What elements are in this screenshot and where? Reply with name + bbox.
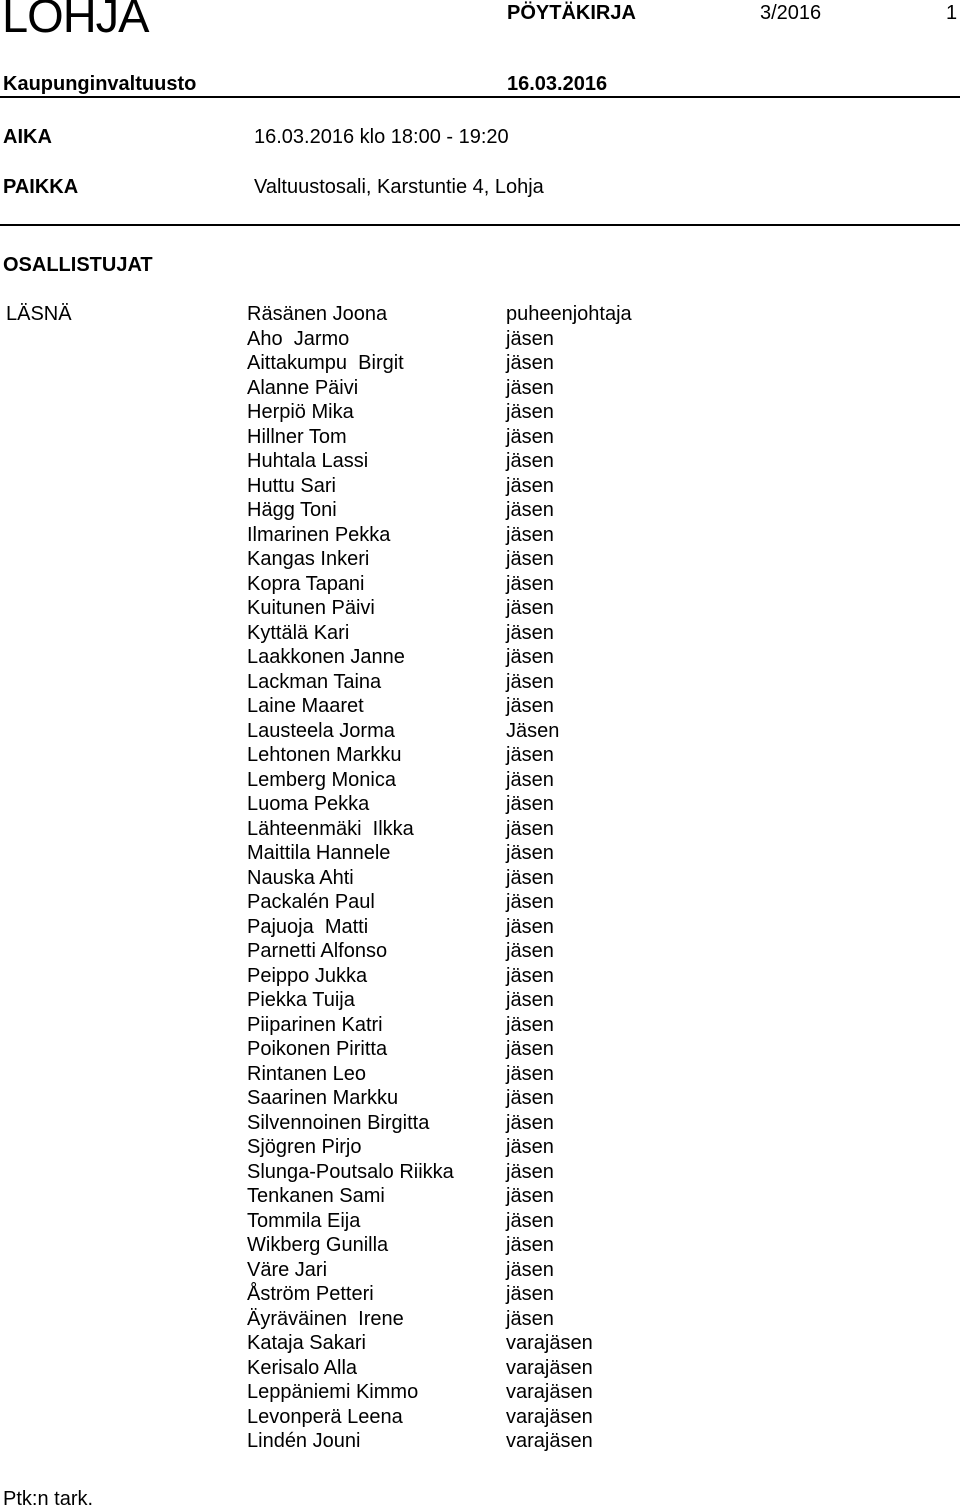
body-name: Kaupunginvaltuusto — [3, 73, 197, 95]
attendee-row — [247, 1086, 667, 1111]
attendee-row — [247, 1184, 667, 1209]
attendee-name: Alanne Päivi — [247, 376, 359, 399]
attendee-name: Poikonen Piritta — [247, 1038, 388, 1060]
attendee-row — [247, 1282, 667, 1307]
attendee-name: Hägg Toni — [247, 499, 337, 521]
participants-title: OSALLISTUJAT — [3, 254, 153, 276]
attendee-name: Sjögren Pirjo — [247, 1136, 362, 1158]
attendee-role: jäsen — [506, 1209, 554, 1232]
attendee-name: Luoma Pekka — [247, 793, 370, 815]
place-value: Valtuustosali, Karstuntie 4, Lohja — [254, 176, 544, 198]
attendee-role: jäsen — [506, 817, 554, 840]
attendee-row — [247, 1062, 667, 1087]
attendee-name: Pajuoja Matti — [247, 915, 369, 938]
attendee-name: Väre Jari — [247, 1258, 328, 1281]
attendee-row — [247, 1160, 667, 1185]
attendee-role: jäsen — [506, 646, 554, 668]
place-label: PAIKKA — [3, 176, 79, 198]
attendee-role: jäsen — [506, 768, 554, 791]
attendee-row — [247, 1356, 667, 1381]
attendee-role: jäsen — [506, 401, 554, 423]
attendee-row — [247, 792, 667, 817]
attendee-role: jäsen — [506, 1307, 554, 1330]
attendee-name: Tommila Eija — [247, 1209, 361, 1232]
attendee-role: jäsen — [506, 1013, 554, 1036]
present-label: LÄSNÄ — [6, 303, 72, 325]
attendee-row — [247, 915, 667, 940]
attendee-name: Lähteenmäki Ilkka — [247, 817, 414, 840]
attendee-name: Åström Petteri — [247, 1283, 374, 1305]
attendee-name: Laine Maaret — [247, 695, 364, 717]
attendee-row — [247, 1258, 667, 1283]
attendee-row — [247, 841, 667, 866]
attendee-name: Kangas Inkeri — [247, 548, 370, 570]
attendee-row — [247, 1013, 667, 1038]
attendee-row — [247, 621, 667, 646]
attendee-name: Huhtala Lassi — [247, 450, 369, 472]
attendee-role: jäsen — [506, 1111, 554, 1134]
attendee-name: Kerisalo Alla — [247, 1356, 358, 1379]
attendee-row — [247, 988, 667, 1013]
attendee-row — [247, 866, 667, 891]
attendee-role: jäsen — [506, 1234, 554, 1256]
attendee-role: jäsen — [506, 597, 554, 619]
attendee-row — [247, 1429, 667, 1454]
time-value: 16.03.2016 klo 18:00 - 19:20 — [254, 126, 509, 148]
attendee-row — [247, 1307, 667, 1332]
attendee-row — [247, 351, 667, 376]
attendee-row — [247, 743, 667, 768]
attendee-role: jäsen — [506, 1136, 554, 1158]
attendee-row — [247, 327, 667, 352]
attendee-role: jäsen — [506, 866, 554, 889]
attendee-name: Hillner Tom — [247, 425, 347, 448]
attendee-name: Parnetti Alfonso — [247, 940, 388, 962]
attendee-role: jäsen — [506, 376, 554, 399]
attendee-name: Lindén Jouni — [247, 1430, 361, 1452]
attendee-row — [247, 719, 667, 744]
attendee-role: jäsen — [506, 621, 554, 644]
attendee-name: Aittakumpu Birgit — [247, 352, 404, 374]
attendee-row — [247, 376, 667, 401]
attendee-role: jäsen — [506, 989, 554, 1011]
document-type: PÖYTÄKIRJA — [507, 2, 636, 24]
attendee-name: Packalén Paul — [247, 891, 375, 913]
attendee-row — [247, 547, 667, 572]
attendee-name: Kyttälä Kari — [247, 621, 350, 644]
attendee-row — [247, 474, 667, 499]
attendee-row — [247, 425, 667, 450]
attendee-role: varajäsen — [506, 1430, 593, 1452]
city-logo-text: LOHJA — [2, 0, 149, 42]
attendee-role: jäsen — [506, 744, 554, 766]
attendee-name: Kuitunen Päivi — [247, 597, 375, 619]
attendee-role: jäsen — [506, 327, 554, 350]
attendee-row — [247, 1037, 667, 1062]
attendee-name: Lackman Taina — [247, 670, 382, 693]
attendee-role: jäsen — [506, 1087, 554, 1109]
attendee-name: Tenkanen Sami — [247, 1185, 385, 1207]
attendee-role: jäsen — [506, 964, 554, 987]
attendee-row — [247, 694, 667, 719]
attendee-name: Silvennoinen Birgitta — [247, 1111, 430, 1134]
attendee-name: Saarinen Markku — [247, 1087, 399, 1109]
attendee-role: puheenjohtaja — [506, 303, 632, 325]
attendee-name: Ilmarinen Pekka — [247, 523, 391, 546]
attendee-name: Nauska Ahti — [247, 866, 354, 889]
attendee-row — [247, 1331, 667, 1356]
attendee-name: Lehtonen Markku — [247, 744, 402, 766]
page-number: 1 — [946, 2, 958, 24]
attendee-row — [247, 768, 667, 793]
attendee-row — [247, 498, 667, 523]
attendee-role: jäsen — [506, 548, 554, 570]
attendee-role: jäsen — [506, 425, 554, 448]
attendee-name: Peippo Jukka — [247, 964, 368, 987]
attendee-name: Slunga-Poutsalo Riikka — [247, 1160, 454, 1183]
attendee-row — [247, 596, 667, 621]
attendee-name: Levonperä Leena — [247, 1405, 403, 1428]
attendee-role: varajäsen — [506, 1405, 593, 1428]
attendee-role: jäsen — [506, 1062, 554, 1085]
attendee-name: Piiparinen Katri — [247, 1013, 383, 1036]
attendee-role: jäsen — [506, 891, 554, 913]
attendee-row — [247, 1233, 667, 1258]
attendee-row — [247, 400, 667, 425]
document-number: 3/2016 — [760, 2, 822, 24]
attendee-name: Piekka Tuija — [247, 989, 355, 1011]
attendee-row — [247, 1111, 667, 1136]
attendee-row — [247, 890, 667, 915]
attendee-name: Laakkonen Janne — [247, 646, 405, 668]
attendee-name: Aho Jarmo — [247, 327, 350, 350]
attendee-row — [247, 1405, 667, 1430]
attendee-role: jäsen — [506, 670, 554, 693]
attendee-role: jäsen — [506, 793, 554, 815]
attendee-name: Huttu Sari — [247, 474, 336, 497]
attendee-name: Wikberg Gunilla — [247, 1234, 389, 1256]
attendee-role: jäsen — [506, 474, 554, 497]
attendee-row — [247, 1380, 667, 1405]
attendee-row — [247, 670, 667, 695]
attendee-role: jäsen — [506, 1038, 554, 1060]
attendee-role: varajäsen — [506, 1356, 593, 1379]
attendee-row — [247, 964, 667, 989]
time-label: AIKA — [3, 126, 52, 148]
footer-note: Ptk:n tark. — [3, 1488, 94, 1509]
attendee-role: jäsen — [506, 352, 554, 374]
attendee-role: jäsen — [506, 499, 554, 521]
attendee-name: Lemberg Monica — [247, 768, 396, 791]
attendee-name: Räsänen Joona — [247, 303, 388, 325]
attendee-role: jäsen — [506, 695, 554, 717]
attendee-role: jäsen — [506, 450, 554, 472]
attendee-row — [247, 1209, 667, 1234]
header-divider — [0, 96, 960, 98]
attendee-list — [247, 302, 667, 1454]
attendee-role: jäsen — [506, 523, 554, 546]
attendee-role: varajäsen — [506, 1332, 593, 1354]
attendee-name: Rintanen Leo — [247, 1062, 366, 1085]
attendee-row — [247, 817, 667, 842]
attendee-row — [247, 1135, 667, 1160]
attendee-row — [247, 449, 667, 474]
attendee-role: jäsen — [506, 940, 554, 962]
attendee-name: Lausteela Jorma — [247, 719, 395, 742]
section-divider — [0, 224, 960, 226]
attendee-role: varajäsen — [506, 1381, 593, 1403]
attendee-name: Kataja Sakari — [247, 1332, 366, 1354]
attendee-role: jäsen — [506, 1185, 554, 1207]
attendee-row — [247, 302, 667, 327]
attendee-name: Leppäniemi Kimmo — [247, 1381, 419, 1403]
attendee-role: jäsen — [506, 842, 554, 864]
attendee-row — [247, 523, 667, 548]
attendee-role: jäsen — [506, 1160, 554, 1183]
meeting-date: 16.03.2016 — [507, 73, 608, 95]
attendee-row — [247, 572, 667, 597]
attendee-name: Herpiö Mika — [247, 401, 354, 423]
attendee-role: jäsen — [506, 1258, 554, 1281]
attendee-role: jäsen — [506, 915, 554, 938]
attendee-role: jäsen — [506, 572, 554, 595]
attendee-row — [247, 939, 667, 964]
attendee-role: jäsen — [506, 1283, 554, 1305]
attendee-name: Äyräväinen Irene — [247, 1307, 404, 1330]
attendee-name: Kopra Tapani — [247, 572, 365, 595]
attendee-row — [247, 645, 667, 670]
attendee-role: Jäsen — [506, 719, 560, 742]
attendee-name: Maittila Hannele — [247, 842, 391, 864]
